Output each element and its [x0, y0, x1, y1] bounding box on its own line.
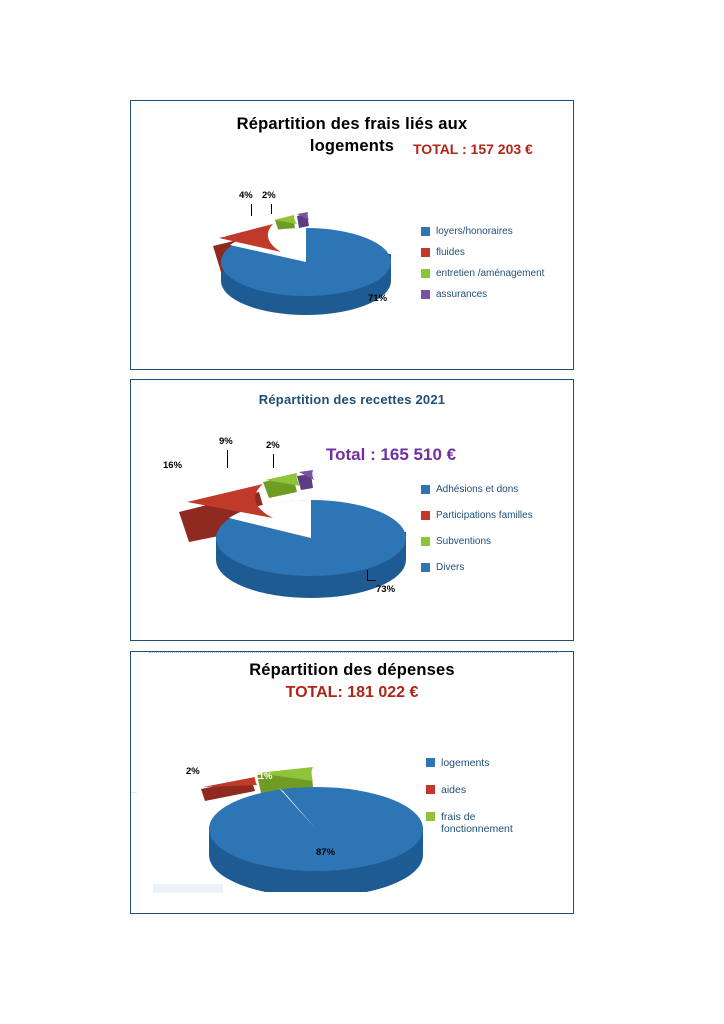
chart1-legend-label-2: entretien /aménagement [436, 268, 545, 279]
legend-swatch-icon [421, 563, 430, 572]
chart2-value-label-1: 16% [163, 460, 183, 471]
chart2-legend-item-2 [421, 536, 571, 548]
chart-card-frais-logements [130, 100, 574, 370]
chart1-legend [421, 226, 571, 310]
chart3-value-label-0: 87% [316, 847, 336, 858]
chart1-legend-label-1: fluides [436, 247, 465, 258]
legend-swatch-icon [421, 269, 430, 278]
chart2-title: Répartition des recettes 2021 [258, 392, 446, 407]
chart2-total-label: Total : 165 510 € [326, 445, 457, 464]
legend-swatch-icon [426, 812, 435, 821]
legend-swatch-icon [426, 785, 435, 794]
chart3-legend-item-1 [426, 784, 571, 796]
chart2-legend-item-3 [421, 562, 571, 574]
chart3-legend-item-2 [426, 811, 571, 835]
chart2-title-row [131, 380, 573, 407]
chart3-legend-label-2: frais de fonctionnement [441, 811, 513, 835]
chart2-leader-green [227, 450, 228, 468]
chart3-title: Répartition des dépenses [249, 661, 455, 679]
chart3-value-label-1: 2% [186, 766, 200, 777]
chart1-value-label-0: 71% [368, 293, 388, 304]
chart3-legend-label-1: aides [441, 784, 467, 796]
chart1-legend-item-1 [421, 247, 571, 259]
legend-swatch-icon [421, 290, 430, 299]
legend-swatch-icon [421, 485, 430, 494]
legend-swatch-icon [421, 248, 430, 257]
chart-card-depenses [130, 651, 574, 914]
chart1-legend-item-2 [421, 268, 571, 280]
chart2-legend [421, 484, 571, 583]
chart1-value-label-1: 23% [207, 229, 227, 240]
chart2-value-label-0: 73% [376, 584, 396, 595]
chart3-title-row [131, 652, 573, 702]
legend-swatch-icon [421, 511, 430, 520]
chart2-legend-item-1 [421, 510, 571, 522]
chart2-leader-purple [273, 454, 274, 468]
chart3-ghost-mark-left [131, 792, 137, 793]
chart1-legend-label-0: loyers/honoraires [436, 226, 513, 237]
chart3-legend-item-0 [426, 757, 571, 769]
chart-card-recettes-2021 [130, 379, 574, 641]
chart1-legend-item-0 [421, 226, 571, 238]
chart3-pie-graphic [171, 747, 461, 892]
chart1-leader-green [251, 204, 252, 216]
chart1-value-label-3: 2% [262, 190, 276, 201]
chart2-legend-label-3: Divers [436, 562, 465, 573]
legend-swatch-icon [421, 227, 430, 236]
chart1-total-label: TOTAL : 157 203 € [413, 141, 533, 157]
chart2-value-label-2: 9% [219, 436, 233, 447]
chart3-total-label: TOTAL: 181 022 € [285, 684, 419, 701]
chart3-legend-label-0: logements [441, 757, 490, 769]
chart2-leader-blue-v [367, 570, 368, 581]
chart2-legend-item-0 [421, 484, 571, 496]
chart2-legend-label-2: Subventions [436, 536, 492, 547]
chart2-leader-blue-h [367, 580, 376, 581]
chart1-value-label-2: 4% [239, 190, 253, 201]
chart2-legend-label-0: Adhésions et dons [436, 484, 519, 495]
chart1-legend-label-3: assurances [436, 289, 488, 300]
chart2-pie-graphic [151, 440, 421, 605]
chart3-legend [426, 757, 571, 844]
legend-swatch-icon [426, 758, 435, 767]
legend-swatch-icon [421, 537, 430, 546]
chart1-leader-purple [271, 204, 272, 214]
chart2-value-label-3: 2% [266, 440, 280, 451]
chart3-slide-guide [149, 652, 557, 653]
chart3-value-label-2: 11% [254, 771, 273, 782]
chart1-legend-item-3 [421, 289, 571, 301]
chart3-ghost-bar [153, 884, 223, 893]
chart2-legend-label-1: Participations familles [436, 510, 533, 521]
chart1-title: Répartition des frais liés aux logements [236, 115, 468, 155]
